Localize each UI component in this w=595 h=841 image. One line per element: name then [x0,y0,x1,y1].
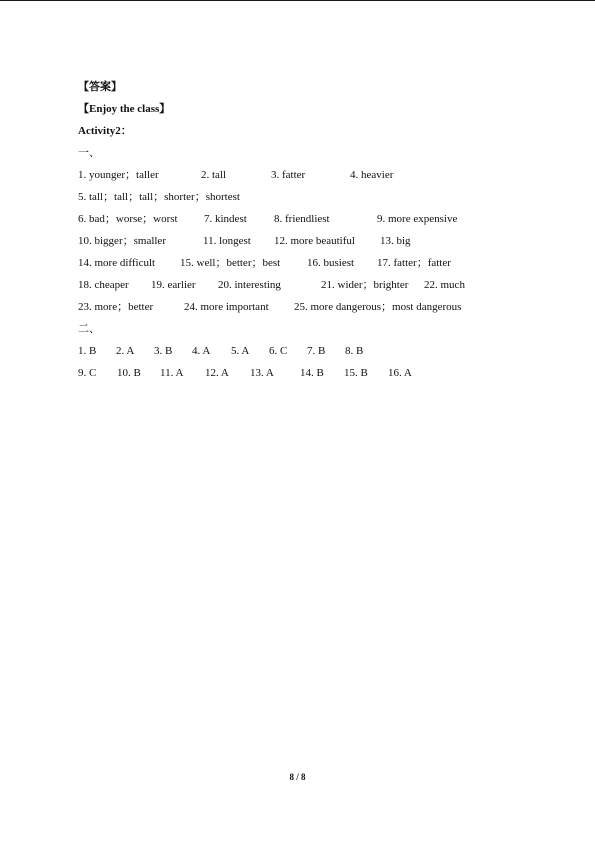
answer-item: 8. friendliest [274,213,330,225]
answer-row [78,186,558,208]
activity-label: Activity2： [78,125,132,137]
answer-item: 1. younger；taller [78,169,159,181]
answer-item: 22. much [424,279,465,291]
answer-item: 10. B [117,367,141,379]
answer-item: 9. C [78,367,97,379]
answer-item: 24. more important [184,301,269,313]
answer-item: 5. A [231,345,250,357]
answer-item: 18. cheaper [78,279,129,291]
top-border-line [0,0,595,1]
answer-item: 23. more；better [78,301,154,313]
answer-item: 13. A [250,367,274,379]
answer-row [78,230,558,252]
answer-item: 6. C [269,345,288,357]
part-one-label: 一、 [78,147,100,159]
answer-item: 19. earlier [151,279,196,291]
answer-item: 6. bad；worse；worst [78,213,178,225]
answer-row [78,274,558,296]
section-heading: 【Enjoy the class】 [78,103,171,115]
answer-item: 2. A [116,345,135,357]
answer-item: 21. wider；brighter [321,279,409,291]
answer-item: 16. busiest [307,257,355,269]
answer-item: 16. A [388,367,412,379]
answer-item: 12. more beautiful [274,235,355,247]
answer-heading: 【答案】 [78,81,122,93]
answer-item: 20. interesting [218,279,281,291]
answer-item: 17. fatter；fatter [377,257,451,269]
answer-item: 4. heavier [350,169,394,181]
answer-item: 11. A [160,367,184,379]
answer-row [78,252,558,274]
answer-item: 8. B [345,345,364,357]
answer-row [78,296,558,318]
answer-item: 1. B [78,345,97,357]
answer-row [78,362,558,384]
answer-item: 15. B [344,367,368,379]
answer-item: 2. tall [201,169,227,181]
answer-item: 14. B [300,367,324,379]
answer-item: 3. fatter [271,169,306,181]
answer-item: 5. tall；tall；tall；shorter；shortest [78,191,240,203]
answer-item: 9. more expensive [377,213,458,225]
answer-item: 12. A [205,367,229,379]
answer-item: 13. big [380,235,411,247]
answer-item: 3. B [154,345,173,357]
answer-row [78,208,558,230]
part-two-label: 二、 [78,323,100,335]
answer-item: 7. B [307,345,326,357]
answer-row [78,340,558,362]
answer-row [78,164,558,186]
answer-item: 15. well；better；best [180,257,281,269]
answer-item: 11. longest [203,235,251,247]
answer-item: 14. more difficult [78,257,156,269]
answer-item: 10. bigger；smaller [78,235,166,247]
answer-item: 7. kindest [204,213,247,225]
answer-item: 25. more dangerous；most dangerous [294,301,462,313]
answer-content [78,76,558,384]
page-number: 8 / 8 [289,772,306,782]
answer-item: 4. A [192,345,211,357]
